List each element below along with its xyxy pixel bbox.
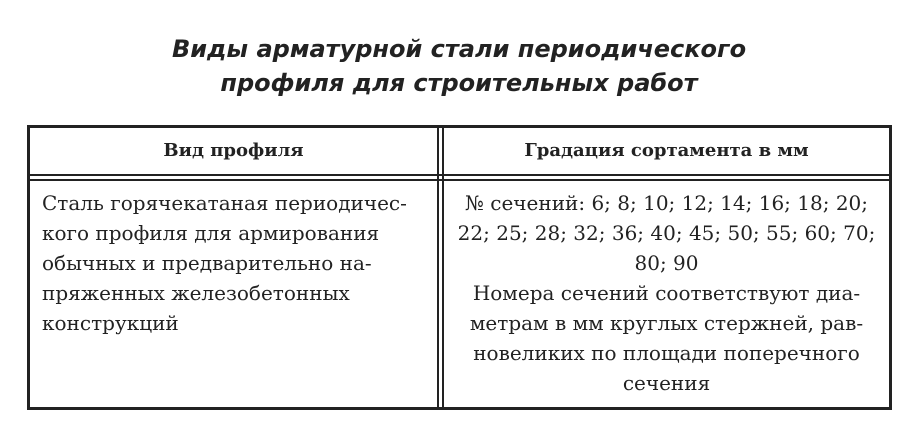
header-divider [30,174,889,181]
cell-line: пряженных железобетонных [42,281,350,305]
title-line-1: Виды арматурной стали периодического [171,35,747,63]
cell-line: 80; 90 [634,251,699,275]
cell-line: Номера сечений соответствуют диа- [472,281,861,305]
cell-line: Сталь горячекатаная периодичес- [42,191,407,215]
cell-line: обычных и предварительно на- [42,251,372,275]
cell-line: конструкций [42,311,179,335]
document-title [0,32,918,100]
title-line-2: профиля для строительных работ [220,69,698,97]
profile-table [27,125,892,410]
table-cell-profile-type [42,188,437,338]
cell-line: № сечений: 6; 8; 10; 12; 14; 16; 18; 20; [464,191,869,215]
cell-line: кого профиля для армирования [42,221,380,245]
column-header-profile-type: Вид профиля [163,140,304,161]
cell-line: метрам в мм круглых стержней, рав- [469,311,864,335]
table-cell-gradation [444,188,889,398]
column-divider [437,128,444,407]
cell-line: 22; 25; 28; 32; 36; 40; 45; 50; 55; 60; 70; [457,221,876,245]
column-header-gradation: Градация сортамента в мм [524,140,809,161]
cell-line: сечения [622,371,711,395]
cell-line: новеликих по площади поперечного [473,341,860,365]
